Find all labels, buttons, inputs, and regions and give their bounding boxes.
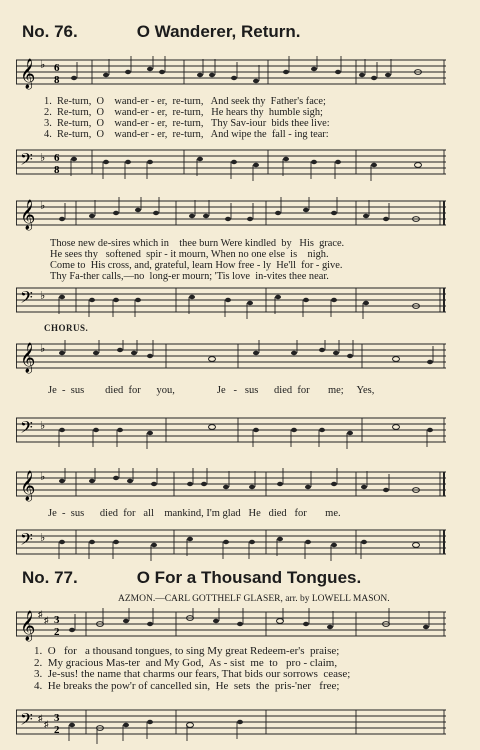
svg-text:𝄞: 𝄞 (20, 611, 36, 640)
svg-text:♭: ♭ (40, 59, 46, 71)
svg-text:♯: ♯ (44, 719, 49, 729)
hymn-77-verse-1: 1. O for a thousand tongues, to sing My great Redeem-er's praise; (34, 645, 340, 657)
svg-text:𝄢: 𝄢 (20, 289, 33, 311)
hymn-76-title: O Wanderer, Return. (136, 22, 301, 41)
chorus-system-2-treble-staff (16, 468, 446, 500)
hymn-77-tune-credit: AZMON.—CARL GOTTHELF GLASER, arr. by LOWELL MASON. (118, 594, 390, 604)
hymn-76-verses-line-1 (44, 96, 330, 140)
hymn-77-bass-staff (16, 706, 446, 738)
hymn-77-verse-4: 4. He breaks the pow'r of cancelled sin, He sets the pris-'ner free; (34, 679, 340, 692)
hymn-76-heading (22, 22, 300, 42)
hymn-76-system-1-bass-staff (16, 146, 446, 178)
chorus-system-1-bass-staff (16, 414, 446, 446)
hymn-77-verse-3: 3. Je-sus! the name that charms our fears, That bids our sorrows cease; (34, 668, 351, 680)
svg-text:♭: ♭ (40, 420, 46, 432)
verse-4-second-line: Thy Fa-ther calls,—no long-er mourn; 'Tis love in-vites thee near. (50, 271, 329, 282)
svg-text:♭: ♭ (40, 532, 46, 544)
hymn-76-system-2-treble-staff (16, 197, 446, 229)
svg-text:2: 2 (54, 724, 60, 736)
svg-text:♭: ♭ (40, 200, 46, 212)
hymn-76-number: No. 76. (22, 22, 78, 41)
verse-3-second-line: Come to His cross, and, grateful, learn How free - ly He'll for - give. (50, 260, 343, 271)
svg-text:6: 6 (54, 152, 60, 164)
svg-text:𝄞: 𝄞 (20, 343, 36, 372)
verse-1-line: 1. Re-turn, O wand-er - er, re-turn, And seek thy Father's face; (44, 96, 326, 107)
hymn-77-title: O For a Thousand Tongues. (136, 568, 362, 587)
hymn-77-treble-staff (16, 608, 446, 640)
verse-2-line: 2. Re-turn, O wand-er - er, re-turn, He hears thy humble sigh; (44, 107, 323, 118)
svg-text:8: 8 (54, 164, 60, 176)
svg-text:6: 6 (54, 62, 60, 74)
svg-text:♭: ♭ (40, 471, 46, 483)
svg-text:♯: ♯ (38, 713, 43, 723)
svg-text:♭: ♭ (40, 290, 46, 302)
svg-text:♭: ♭ (40, 343, 46, 355)
svg-text:3: 3 (54, 614, 60, 626)
svg-text:3: 3 (54, 712, 60, 724)
hymn-77-verses (34, 646, 350, 692)
verse-4-line: 4. Re-turn, O wand-er - er, re-turn, And wipe the fall - ing tear: (44, 129, 329, 140)
svg-text:♭: ♭ (40, 152, 46, 164)
hymn-77-heading (22, 568, 361, 588)
svg-text:𝄢: 𝄢 (20, 531, 33, 553)
verse-2-second-line: He sees thy softened spir - it mourn, When no one else is nigh. (50, 249, 329, 260)
verse-3-line: 3. Re-turn, O wand-er - er, re-turn, Thy Sav-iour bids thee live: (44, 118, 330, 129)
svg-text:𝄞: 𝄞 (20, 471, 36, 500)
svg-text:8: 8 (54, 74, 60, 86)
svg-text:𝄢: 𝄢 (20, 151, 33, 173)
chorus-lyric-line-1: Je - sus died for you, Je - sus died for me; Yes, (48, 385, 375, 396)
hymn-76-system-1-treble-staff (16, 56, 446, 88)
hymn-76-verses-line-2 (50, 238, 344, 282)
svg-text:♯: ♯ (38, 609, 43, 619)
hymn-76-system-2-bass-staff (16, 284, 446, 316)
svg-text:𝄢: 𝄢 (20, 711, 33, 733)
chorus-system-2-bass-staff (16, 526, 446, 558)
chorus-system-1-treble-staff (16, 340, 446, 372)
svg-text:♯: ♯ (44, 615, 49, 625)
svg-text:𝄢: 𝄢 (20, 419, 33, 441)
chorus-lyric-line-2: Je - sus died for all mankind, I'm glad He died for me. (48, 508, 341, 519)
chorus-label: CHORUS. (44, 323, 89, 333)
svg-text:𝄞: 𝄞 (20, 200, 36, 229)
verse-1-second-line: Those new de-sires which in thee burn Were kindled by His grace. (50, 238, 345, 249)
hymn-77-number: No. 77. (22, 568, 78, 587)
hymn-77-verse-2: 2. My gracious Mas-ter and My God, As - sist me to pro - claim, (34, 656, 338, 669)
svg-text:𝄞: 𝄞 (20, 59, 36, 89)
svg-text:2: 2 (54, 626, 60, 638)
